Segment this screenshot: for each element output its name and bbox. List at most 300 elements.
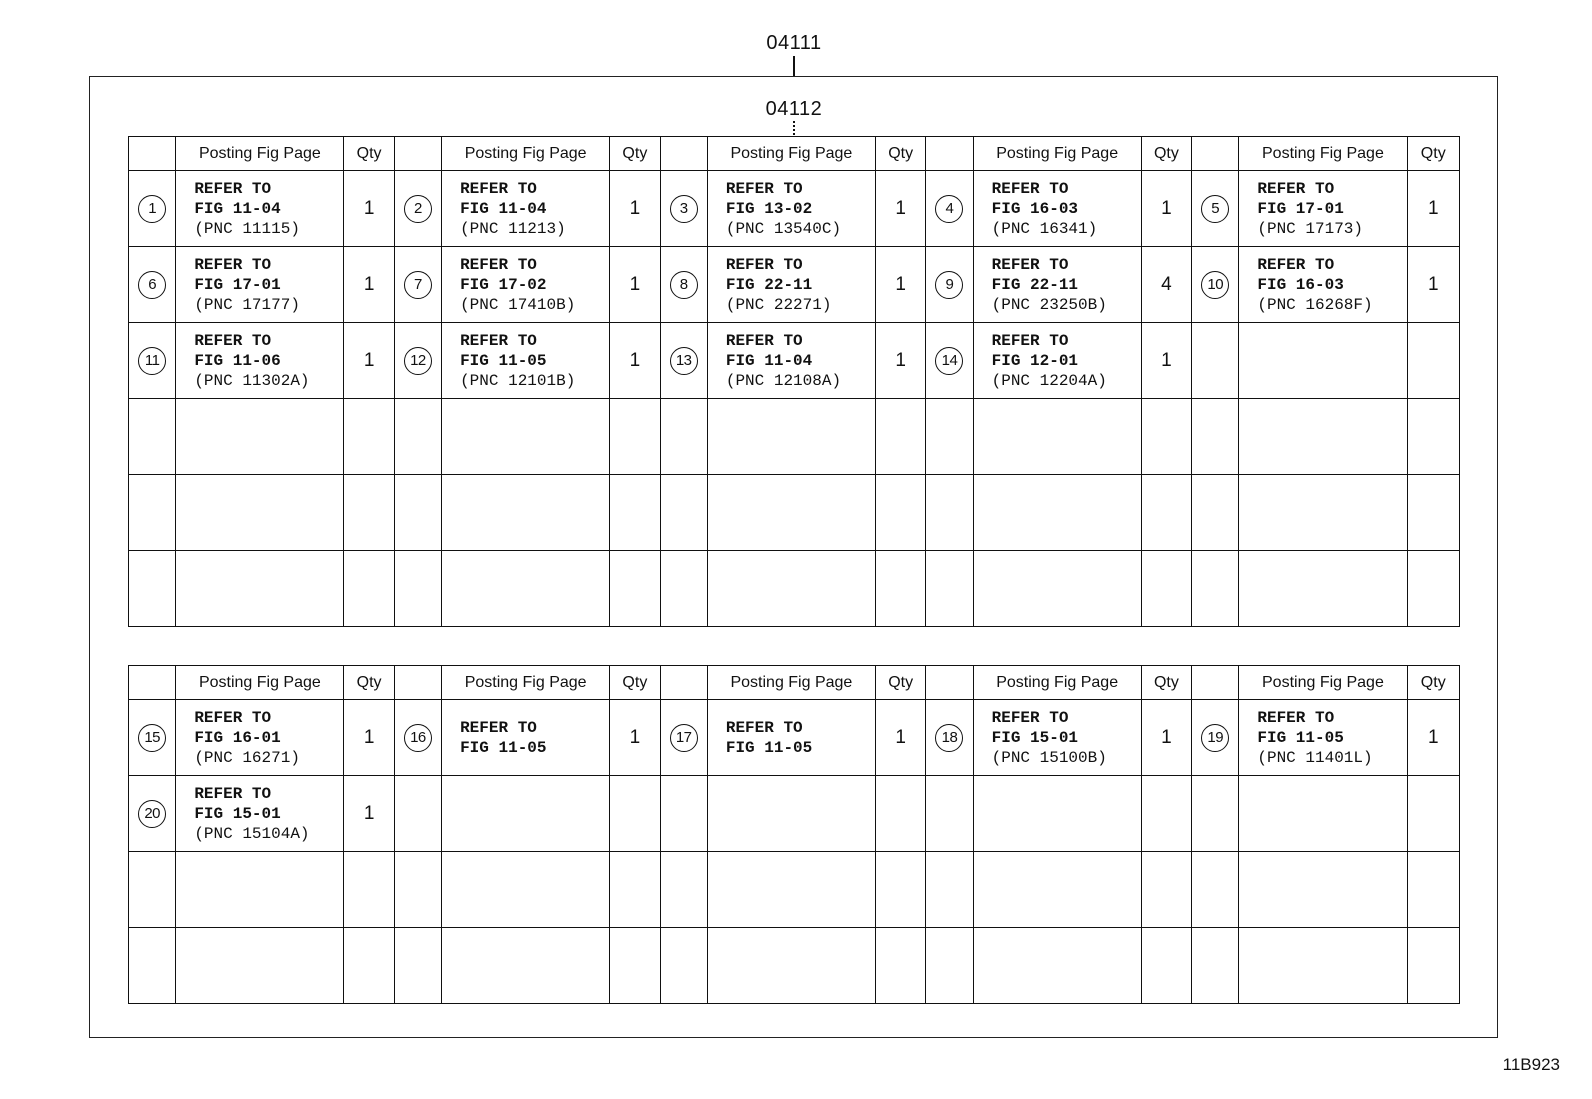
reference-pnc: (PNC 15100B) [991, 748, 1107, 767]
reference-cell [442, 475, 610, 551]
header-index-cell [1192, 137, 1239, 171]
item-number-cell [129, 399, 176, 475]
reference-cell [707, 551, 875, 627]
quantity-cell [875, 551, 925, 627]
reference-fig: FIG 11-05 [725, 738, 813, 757]
header-posting-fig-page: Posting Fig Page [707, 137, 875, 171]
reference-cell [176, 700, 344, 776]
quantity-value: 1 [363, 349, 375, 371]
quantity-cell [610, 171, 660, 247]
quantity-value: 1 [1161, 197, 1172, 219]
quantity-cell [875, 171, 925, 247]
quantity-cell [1141, 247, 1191, 323]
item-number-circle: 20 [138, 800, 166, 828]
reference-cell [442, 551, 610, 627]
table-row [129, 928, 1460, 1004]
header-index-cell [1192, 666, 1239, 700]
item-number-cell [926, 475, 973, 551]
header-posting-fig-page: Posting Fig Page [707, 666, 875, 700]
reference-refer: REFER TO [991, 331, 1069, 350]
fig-reference [176, 708, 343, 768]
reference-refer: REFER TO [991, 708, 1069, 727]
item-number-circle: 5 [1201, 195, 1229, 223]
item-number-cell [129, 928, 176, 1004]
item-number-cell [660, 551, 707, 627]
quantity-cell [610, 475, 660, 551]
quantity-cell [1141, 399, 1191, 475]
reference-pnc: (PNC 16341) [991, 219, 1098, 238]
quantity-cell [610, 247, 660, 323]
reference-fig: FIG 17-01 [194, 275, 281, 294]
quantity-cell [875, 852, 925, 928]
reference-pnc: (PNC 16268F) [1257, 295, 1373, 314]
reference-fig: FIG 11-05 [1257, 728, 1344, 747]
item-number-cell [129, 776, 176, 852]
reference-refer: REFER TO [1257, 708, 1335, 727]
quantity-cell [344, 551, 394, 627]
quantity-cell [1141, 551, 1191, 627]
parts-table-top [128, 136, 1460, 627]
quantity-cell [1407, 700, 1460, 776]
quantity-value: 1 [363, 802, 375, 824]
reference-cell [707, 776, 875, 852]
parent-leader-line [793, 56, 795, 77]
reference-fig: FIG 15-01 [194, 804, 281, 823]
fig-reference [974, 179, 1141, 239]
reference-cell [442, 852, 610, 928]
item-number-cell [129, 247, 176, 323]
reference-cell [973, 776, 1141, 852]
fig-reference [442, 179, 609, 239]
item-number-cell [926, 399, 973, 475]
reference-refer: REFER TO [725, 179, 803, 198]
reference-fig: FIG 17-02 [460, 275, 547, 294]
item-number-circle: 7 [404, 271, 432, 299]
item-number-cell [394, 323, 441, 399]
reference-cell [707, 700, 875, 776]
reference-refer: REFER TO [460, 255, 537, 274]
reference-cell [176, 247, 344, 323]
fig-reference [442, 718, 609, 758]
fig-reference [176, 255, 343, 315]
table-row [129, 171, 1460, 247]
reference-refer: REFER TO [991, 179, 1069, 198]
reference-pnc: (PNC 15104A) [194, 824, 310, 843]
fig-reference [708, 179, 875, 239]
table-row [129, 776, 1460, 852]
header-posting-fig-page: Posting Fig Page [973, 137, 1141, 171]
quantity-cell [1407, 247, 1460, 323]
fig-reference [708, 718, 875, 758]
header-index-cell [394, 137, 441, 171]
item-number-cell [1192, 399, 1239, 475]
item-number-cell [1192, 852, 1239, 928]
item-number-cell [660, 700, 707, 776]
reference-cell [707, 928, 875, 1004]
quantity-cell [344, 852, 394, 928]
item-number-cell [394, 399, 441, 475]
fig-reference [1239, 708, 1406, 768]
quantity-cell [344, 323, 394, 399]
fig-reference [176, 331, 343, 391]
fig-reference [176, 179, 343, 239]
quantity-value: 1 [1427, 273, 1439, 295]
quantity-cell [1407, 171, 1460, 247]
reference-cell [707, 475, 875, 551]
item-number-circle: 12 [404, 347, 432, 375]
reference-cell [707, 171, 875, 247]
reference-fig: FIG 11-05 [460, 351, 547, 370]
reference-fig: FIG 11-04 [725, 351, 813, 370]
reference-pnc: (PNC 13540C) [725, 219, 842, 238]
item-number-cell [660, 928, 707, 1004]
reference-refer: REFER TO [460, 179, 537, 198]
reference-cell [973, 323, 1141, 399]
fig-reference [974, 255, 1141, 315]
reference-cell [176, 551, 344, 627]
item-number-cell [926, 323, 973, 399]
item-number-cell [1192, 171, 1239, 247]
item-number-circle: 17 [670, 724, 698, 752]
quantity-cell [1407, 928, 1460, 1004]
quantity-cell [610, 776, 660, 852]
table-row [129, 247, 1460, 323]
reference-refer: REFER TO [194, 331, 272, 350]
item-number-circle: 2 [404, 195, 432, 223]
reference-cell [1239, 247, 1407, 323]
quantity-cell [875, 323, 925, 399]
quantity-cell [1407, 323, 1460, 399]
item-number-circle: 18 [935, 724, 963, 752]
reference-refer: REFER TO [194, 708, 272, 727]
quantity-cell [875, 776, 925, 852]
item-number-cell [394, 551, 441, 627]
reference-cell [442, 776, 610, 852]
reference-cell [973, 171, 1141, 247]
child-leader-line [793, 121, 795, 136]
reference-cell [973, 700, 1141, 776]
item-number-circle: 10 [1201, 271, 1229, 299]
quantity-value: 1 [895, 197, 906, 219]
reference-pnc: (PNC 11401L) [1257, 748, 1373, 767]
item-number-cell [660, 323, 707, 399]
quantity-cell [1407, 776, 1460, 852]
item-number-cell [1192, 776, 1239, 852]
header-qty: Qty [344, 666, 394, 700]
quantity-cell [610, 700, 660, 776]
item-number-cell [394, 852, 441, 928]
item-number-circle: 19 [1201, 724, 1229, 752]
reference-cell [973, 475, 1141, 551]
quantity-value: 1 [363, 197, 375, 219]
item-number-cell [926, 776, 973, 852]
reference-fig: FIG 16-01 [194, 728, 281, 747]
item-number-cell [129, 551, 176, 627]
item-number-circle: 11 [138, 347, 166, 375]
header-posting-fig-page: Posting Fig Page [176, 137, 344, 171]
item-number-cell [660, 399, 707, 475]
reference-cell [442, 323, 610, 399]
quantity-cell [344, 475, 394, 551]
reference-refer: REFER TO [725, 255, 803, 274]
table-row [129, 852, 1460, 928]
quantity-cell [610, 852, 660, 928]
fig-reference [708, 255, 875, 315]
header-posting-fig-page: Posting Fig Page [973, 666, 1141, 700]
item-number-cell [394, 171, 441, 247]
item-number-cell [660, 776, 707, 852]
reference-cell [442, 700, 610, 776]
quantity-value: 1 [1161, 726, 1172, 748]
reference-cell [707, 247, 875, 323]
quantity-value: 1 [629, 349, 641, 371]
reference-cell [176, 852, 344, 928]
reference-refer: REFER TO [1257, 179, 1335, 198]
item-number-cell [1192, 323, 1239, 399]
quantity-cell [1407, 475, 1460, 551]
quantity-cell [1141, 776, 1191, 852]
reference-pnc: (PNC 12101B) [460, 371, 576, 390]
item-number-cell [129, 700, 176, 776]
fig-reference [974, 331, 1141, 391]
item-number-circle: 4 [935, 195, 963, 223]
item-number-cell [129, 852, 176, 928]
parts-table-bottom [128, 665, 1460, 1004]
quantity-cell [1141, 323, 1191, 399]
parent-part-number: 04111 [766, 32, 822, 54]
quantity-cell [610, 399, 660, 475]
reference-cell [1239, 776, 1407, 852]
quantity-cell [344, 700, 394, 776]
quantity-cell [344, 776, 394, 852]
quantity-cell [610, 928, 660, 1004]
reference-cell [176, 323, 344, 399]
top-header-row [129, 137, 1460, 171]
child-part-number: 04112 [765, 98, 823, 120]
quantity-cell [344, 171, 394, 247]
header-posting-fig-page: Posting Fig Page [176, 666, 344, 700]
fig-reference [176, 784, 343, 844]
reference-cell [176, 928, 344, 1004]
item-number-cell [1192, 700, 1239, 776]
quantity-cell [875, 928, 925, 1004]
item-number-cell [394, 776, 441, 852]
reference-pnc: (PNC 17410B) [460, 295, 576, 314]
header-qty: Qty [610, 137, 660, 171]
header-qty: Qty [344, 137, 394, 171]
reference-fig: FIG 11-04 [460, 199, 547, 218]
reference-cell [176, 399, 344, 475]
header-qty: Qty [1141, 666, 1191, 700]
item-number-cell [1192, 475, 1239, 551]
item-number-circle: 13 [670, 347, 698, 375]
item-number-cell [660, 247, 707, 323]
item-number-circle: 1 [138, 195, 166, 223]
reference-fig: FIG 17-01 [1257, 199, 1344, 218]
reference-cell [1239, 399, 1407, 475]
quantity-value: 1 [363, 726, 375, 748]
reference-cell [973, 399, 1141, 475]
reference-fig: FIG 11-05 [460, 738, 547, 757]
quantity-cell [610, 551, 660, 627]
item-number-cell [1192, 928, 1239, 1004]
quantity-cell [344, 928, 394, 1004]
bottom-header-row [129, 666, 1460, 700]
header-qty: Qty [610, 666, 660, 700]
reference-cell [707, 852, 875, 928]
item-number-circle: 8 [670, 271, 698, 299]
reference-pnc: (PNC 11213) [460, 219, 566, 238]
header-index-cell [660, 666, 707, 700]
reference-cell [442, 399, 610, 475]
header-posting-fig-page: Posting Fig Page [1239, 137, 1407, 171]
fig-reference [974, 708, 1141, 768]
reference-fig: FIG 11-04 [194, 199, 281, 218]
item-number-cell [926, 247, 973, 323]
reference-cell [973, 247, 1141, 323]
item-number-cell [1192, 551, 1239, 627]
reference-cell [442, 171, 610, 247]
reference-cell [1239, 928, 1407, 1004]
reference-refer: REFER TO [1257, 255, 1335, 274]
header-qty: Qty [1141, 137, 1191, 171]
reference-fig: FIG 13-02 [725, 199, 813, 218]
quantity-value: 1 [1427, 726, 1439, 748]
reference-refer: REFER TO [725, 331, 803, 350]
quantity-cell [1407, 852, 1460, 928]
item-number-cell [394, 700, 441, 776]
header-index-cell [926, 137, 973, 171]
item-number-cell [129, 323, 176, 399]
item-number-cell [926, 700, 973, 776]
reference-pnc: (PNC 12108A) [725, 371, 842, 390]
reference-cell [1239, 852, 1407, 928]
reference-cell [973, 852, 1141, 928]
quantity-cell [1141, 852, 1191, 928]
header-qty: Qty [1407, 137, 1460, 171]
quantity-value: 1 [1427, 197, 1439, 219]
item-number-cell [394, 928, 441, 1004]
item-number-cell [129, 475, 176, 551]
fig-reference [1239, 255, 1406, 315]
quantity-value: 1 [1161, 349, 1172, 371]
header-index-cell [926, 666, 973, 700]
quantity-value: 1 [629, 273, 641, 295]
reference-refer: REFER TO [991, 255, 1069, 274]
reference-pnc: (PNC 11115) [194, 219, 300, 238]
item-number-cell [926, 928, 973, 1004]
quantity-cell [610, 323, 660, 399]
header-posting-fig-page: Posting Fig Page [442, 666, 610, 700]
quantity-cell [875, 247, 925, 323]
quantity-value: 1 [363, 273, 375, 295]
reference-refer: REFER TO [460, 331, 537, 350]
quantity-cell [1141, 171, 1191, 247]
quantity-value: 1 [895, 726, 906, 748]
reference-fig: FIG 16-03 [1257, 275, 1344, 294]
item-number-circle: 9 [935, 271, 963, 299]
header-posting-fig-page: Posting Fig Page [1239, 666, 1407, 700]
item-number-cell [129, 171, 176, 247]
item-number-cell [394, 475, 441, 551]
reference-refer: REFER TO [194, 255, 272, 274]
item-number-cell [394, 247, 441, 323]
reference-refer: REFER TO [725, 718, 803, 737]
item-number-circle: 3 [670, 195, 698, 223]
fig-reference [1239, 179, 1406, 239]
reference-cell [176, 171, 344, 247]
reference-pnc: (PNC 17173) [1257, 219, 1363, 238]
item-number-circle: 14 [935, 347, 963, 375]
reference-cell [442, 247, 610, 323]
fig-reference [442, 255, 609, 315]
reference-pnc: (PNC 22271) [725, 295, 832, 314]
quantity-cell [344, 399, 394, 475]
item-number-circle: 6 [138, 271, 166, 299]
item-number-cell [926, 171, 973, 247]
quantity-value: 1 [895, 273, 906, 295]
fig-reference [708, 331, 875, 391]
header-qty: Qty [1407, 666, 1460, 700]
reference-cell [1239, 323, 1407, 399]
table-row [129, 399, 1460, 475]
item-number-cell [926, 852, 973, 928]
reference-cell [442, 928, 610, 1004]
reference-cell [1239, 171, 1407, 247]
reference-cell [1239, 551, 1407, 627]
header-qty: Qty [875, 137, 925, 171]
table-row [129, 551, 1460, 627]
reference-fig: FIG 16-03 [991, 199, 1079, 218]
reference-cell [176, 475, 344, 551]
table-row [129, 475, 1460, 551]
table-row [129, 323, 1460, 399]
quantity-cell [875, 399, 925, 475]
reference-pnc: (PNC 17177) [194, 295, 300, 314]
item-number-cell [660, 852, 707, 928]
header-index-cell [129, 137, 176, 171]
reference-cell [1239, 700, 1407, 776]
reference-refer: REFER TO [194, 179, 272, 198]
quantity-value: 1 [629, 726, 641, 748]
header-index-cell [660, 137, 707, 171]
quantity-cell [1141, 475, 1191, 551]
reference-cell [707, 323, 875, 399]
reference-fig: FIG 22-11 [725, 275, 813, 294]
quantity-cell [1407, 551, 1460, 627]
reference-pnc: (PNC 16271) [194, 748, 300, 767]
reference-refer: REFER TO [460, 718, 537, 737]
quantity-value: 1 [629, 197, 641, 219]
item-number-cell [1192, 247, 1239, 323]
reference-cell [973, 928, 1141, 1004]
header-qty: Qty [875, 666, 925, 700]
quantity-cell [875, 475, 925, 551]
reference-pnc: (PNC 11302A) [194, 371, 310, 390]
fig-reference [442, 331, 609, 391]
quantity-value: 1 [895, 349, 906, 371]
reference-refer: REFER TO [194, 784, 272, 803]
reference-cell [973, 551, 1141, 627]
reference-fig: FIG 15-01 [991, 728, 1079, 747]
quantity-cell [1407, 399, 1460, 475]
item-number-circle: 15 [138, 724, 166, 752]
reference-cell [1239, 475, 1407, 551]
quantity-cell [1141, 928, 1191, 1004]
reference-fig: FIG 22-11 [991, 275, 1079, 294]
illustration-code: 11B923 [1502, 1055, 1560, 1074]
item-number-cell [660, 475, 707, 551]
